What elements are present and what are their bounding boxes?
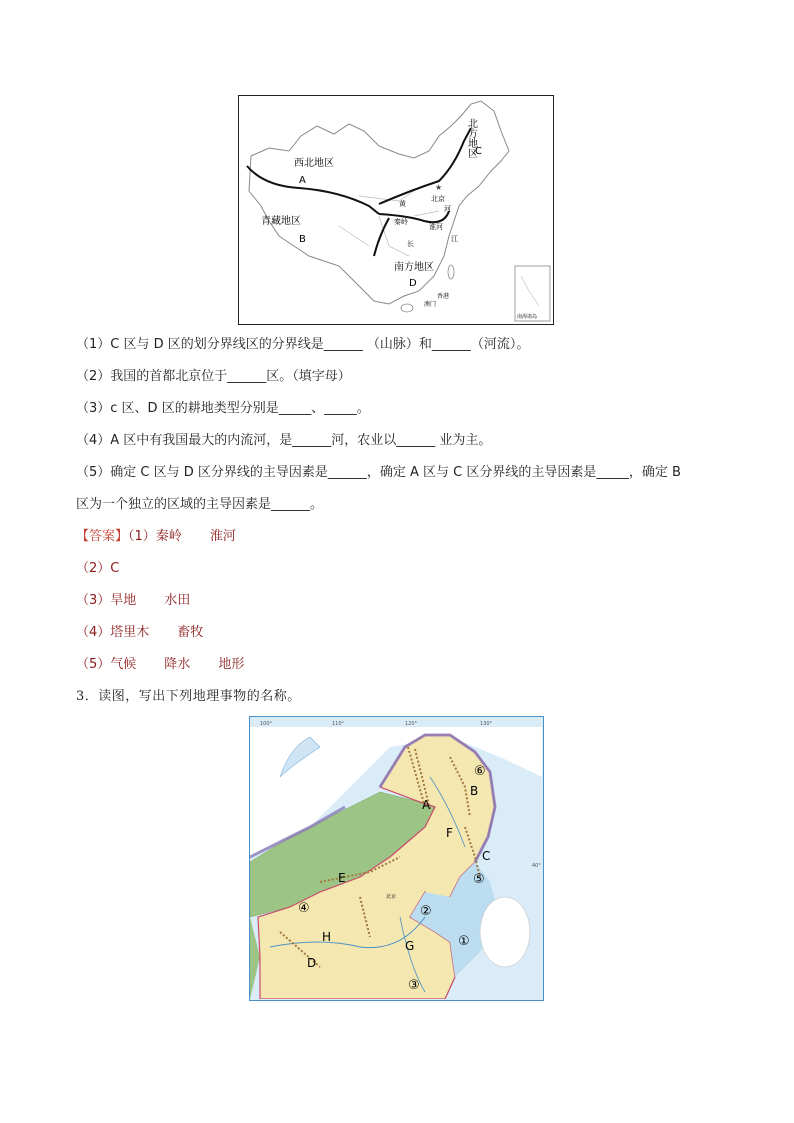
huaihe-label: 淮河 [429,223,443,231]
region-c-letter: C [475,146,482,157]
china-regions-map [238,95,554,325]
taiwan-island [448,265,454,279]
beijing-star-icon: ★ [435,183,443,192]
question-4: （4）A 区中有我国最大的内流河，是______河，农业以______ 业为主。 [76,433,492,448]
answer-1-part-1: 秦岭 [155,529,182,544]
label-g: G [405,939,415,953]
answer-5 [76,656,244,674]
beijing-label-map2: 北京 [386,894,397,900]
answer-5-part-1: 气候 [110,657,137,672]
lat-40: 40° [532,863,541,869]
beijing-label: 北京 [431,195,445,203]
region-northwest-name: 西北地区 [294,158,334,169]
question-3-title: 3．读图，写出下列地理事物的名称。 [76,689,301,704]
answer-3-part-1: 旱地 [110,593,137,608]
answer-5-num: （5） [76,657,111,672]
answer-4 [76,624,203,642]
label-6: ⑥ [474,764,486,779]
answer-4-part-1: 塔里木 [110,625,150,640]
south-sea-inset [515,266,550,321]
answer-3-num: （3） [76,593,111,608]
region-d-letter: D [409,278,417,289]
label-3: ③ [408,978,420,993]
chang-label: 长 [407,240,414,248]
label-c: C [482,849,491,863]
macau-label: 澳门 [424,301,437,308]
qinling-label: 秦岭 [394,218,408,226]
answer-5-part-3: 地形 [218,657,245,672]
answer-3-part-2: 水田 [164,593,191,608]
answer-1-num: （1） [128,529,156,544]
region-a-letter: A [299,175,306,186]
boundary-northwest [247,166,379,214]
label-a: A [422,798,431,812]
lon-100: 100° [260,721,273,727]
label-f: F [446,826,453,840]
question-5-line-1: （5）确定 C 区与 D 区分界线的主导因素是______，确定 A 区与 C 区分界线的主导因素是_____，确定 B [76,465,681,480]
boundary-north [379,128,471,204]
lon-130: 130° [480,721,493,727]
inset-label: 南海诸岛 [517,314,538,320]
question-1: （1）C 区与 D 区的划分界线区的分界线是______ （山脉）和______（河流）。 [76,337,530,352]
answer-3 [76,592,190,610]
question-5-line-2: 区为一个独立的区域的主导因素是______。 [76,497,324,512]
label-d: D [307,956,317,970]
hongkong-label: 香港 [437,293,450,300]
label-h: H [322,930,332,944]
lon-120: 120° [405,721,418,727]
korea-peninsula [480,897,530,967]
region-b-letter: B [299,234,306,245]
boundary-qinling-huaihe [379,211,449,222]
hainan-island [401,304,413,312]
answer-2-num: （2） [76,561,111,576]
region-tibet-name: 青藏地区 [261,216,301,227]
answer-1 [76,528,236,546]
answer-2-part-1: C [110,561,120,576]
answer-5-part-2: 降水 [164,657,191,672]
lon-110: 110° [332,721,345,727]
answer-4-part-2: 畜牧 [177,625,204,640]
he-label: 河 [444,205,451,213]
label-4: ④ [298,901,310,916]
region-south-name: 南方地区 [394,262,434,273]
question-3: （3）c 区、D 区的耕地类型分别是_____、_____。 [76,401,370,416]
north-china-map [249,716,544,1001]
label-e: E [338,871,346,885]
answer-4-num: （4） [76,625,111,640]
question-2: （2）我国的首都北京位于______区。（填字母） [76,369,351,384]
label-2: ② [420,904,432,919]
label-1: ① [458,934,470,949]
china-regions-map-svg [239,96,552,323]
jiang-label: 江 [451,235,458,243]
answer-tag: 【答案】 [76,529,129,544]
answer-2 [76,560,119,578]
answer-1-part-2: 淮河 [209,529,236,544]
region-north-name: 北方地区 [465,118,477,158]
label-5: ⑤ [473,872,485,887]
north-china-map-svg [250,717,542,999]
label-b: B [470,784,479,798]
huang-label: 黄 [399,200,406,208]
